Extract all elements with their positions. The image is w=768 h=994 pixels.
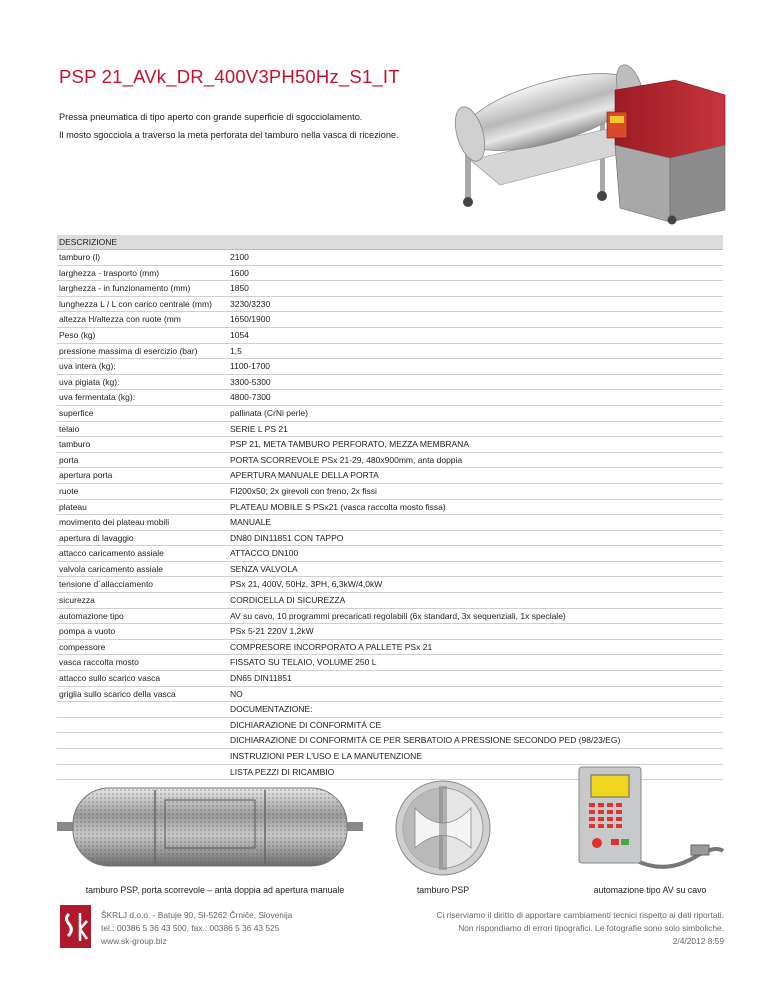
spec-value: SENZA VALVOLA — [230, 563, 298, 574]
spec-label: lunghezza L / L con carico centrale (mm) — [59, 298, 212, 309]
rights-line-1: Ci riserviamo il diritto di apportare cambiamenti tecnici rispetto ai dati riportati. — [436, 910, 724, 920]
spec-value: 1100-1700 — [230, 361, 271, 372]
spec-label: plateau — [59, 501, 87, 512]
spec-label: attacco sullo scarico vasca — [59, 673, 161, 684]
spec-label: larghezza - trasporto (mm) — [59, 267, 160, 278]
caption-section: tamburo PSP — [416, 885, 470, 895]
spec-label: sicurezza — [59, 595, 95, 606]
table-row — [57, 422, 723, 438]
address-line-2: tel.: 00386 5 36 43 500, fax.: 00386 5 36 43 525 — [101, 923, 280, 933]
spec-label: superfice — [59, 407, 94, 418]
spec-label: griglia sullo scarico della vasca — [59, 688, 176, 699]
spec-value: 1850 — [230, 283, 249, 294]
table-row — [57, 344, 723, 360]
spec-value: 2100 — [230, 252, 249, 262]
spec-value: PORTA SCORREVOLE PSx 21-29, 480x900mm, anta doppia — [230, 454, 463, 465]
spec-value: DN80 DIN11851 CON TAPPO — [230, 532, 344, 543]
spec-value: DN65 DIN11851 — [230, 673, 292, 684]
table-row — [57, 687, 723, 703]
spec-label: attacco caricamento assiale — [59, 548, 164, 559]
table-row — [57, 702, 723, 718]
spec-table — [57, 235, 723, 780]
spec-label: movimento dei plateau mobili — [59, 517, 170, 528]
spec-value: DICHIARAZIONE DI CONFORMITÁ CE PER SERBATOIO A PRESSIONE SECONDO PED (98/23/EG) — [230, 735, 621, 746]
table-row — [57, 500, 723, 516]
spec-label: ruote — [59, 485, 79, 496]
table-row — [57, 733, 723, 749]
spec-value: MANUALE — [230, 517, 272, 528]
spec-value: 3300-5300 — [230, 376, 271, 387]
table-row — [57, 297, 723, 313]
footer-rights — [436, 909, 724, 948]
spec-label: uva intera (kg): — [59, 361, 116, 372]
footer-date: 2/4/2012 8:59 — [672, 936, 724, 946]
spec-value: 1600 — [230, 267, 249, 278]
caption-drum: tamburo PSP, porta scorrevole – anta doppia ad apertura manuale — [85, 885, 345, 895]
table-row — [57, 266, 723, 282]
table-row — [57, 484, 723, 500]
spec-label: vasca raccolta mosto — [59, 657, 139, 668]
spec-label: porta — [59, 454, 79, 465]
spec-label: automazione tipo — [59, 610, 124, 621]
drum-image — [55, 780, 365, 875]
table-row — [57, 531, 723, 547]
table-row — [57, 406, 723, 422]
spec-value: DICHIARAZIONE DI CONFORMITÁ CE — [230, 719, 382, 730]
table-row — [57, 515, 723, 531]
table-row — [57, 281, 723, 297]
table-row — [57, 453, 723, 469]
spec-label: compessore — [59, 641, 106, 652]
table-row — [57, 375, 723, 391]
table-row — [57, 468, 723, 484]
spec-label: Peso (kg) — [59, 329, 96, 340]
table-row — [57, 359, 723, 375]
table-row — [57, 749, 723, 765]
spec-value: PSP 21, META TAMBURO PERFORATO, MEZZA MEMBRANA — [230, 439, 469, 450]
document-title: PSP 21_AVk_DR_400V3PH50Hz_S1_IT — [59, 66, 400, 87]
table-row — [57, 577, 723, 593]
table-row — [57, 437, 723, 453]
table-row — [57, 593, 723, 609]
spec-value: NO — [230, 688, 243, 699]
spec-label: apertura di lavaggio — [59, 532, 134, 543]
company-logo — [60, 905, 91, 948]
address-line-1: ŠKRLJ d.o.o. - Batuje 90, SI-5262 Črniče, Slovenija — [101, 910, 293, 920]
spec-value: 1,5 — [230, 345, 242, 356]
table-header-label: DESCRIZIONE — [59, 237, 118, 247]
spec-label: pompa a vuoto — [59, 626, 116, 637]
spec-value: APERTURA MANUALE DELLA PORTA — [230, 470, 379, 481]
spec-value: 3230/3230 — [230, 298, 271, 309]
spec-label: pressione massima di esercizio (bar) — [59, 345, 198, 356]
intro-line-1: Pressa pneumatica di tipo aperto con grande superficie di sgocciolamento. — [59, 112, 363, 122]
table-row — [57, 655, 723, 671]
table-row — [57, 640, 723, 656]
spec-value: 1650/1900 — [230, 314, 271, 325]
spec-label: tamburo — [59, 439, 91, 450]
spec-value: AV su cavo, 10 programmi precaricati regolabili (6x standard, 3x sequenziali, 1x speciale) — [230, 610, 566, 621]
spec-value: SERIE L PS 21 — [230, 423, 288, 434]
table-row — [57, 671, 723, 687]
table-row — [57, 609, 723, 625]
table-header — [57, 235, 723, 250]
spec-label: apertura porta — [59, 470, 113, 481]
spec-value: FI200x50; 2x girevoli con freno, 2x fissi — [230, 485, 377, 496]
spec-value: PLATEAU MOBILE S PSx21 (vasca raccolta mosto fissa) — [230, 501, 446, 512]
spec-value: 4800-7300 — [230, 392, 271, 403]
table-row — [57, 312, 723, 328]
spec-value: PSx 5-21 220V 1,2kW — [230, 626, 314, 637]
spec-value: PSx 21, 400V, 50Hz, 3PH, 6,3kW/4,0kW — [230, 579, 383, 590]
spec-label: uva pigiata (kg): — [59, 376, 120, 387]
control-panel-image — [575, 765, 725, 875]
spec-value: CORDICELLA DI SICUREZZA — [230, 595, 346, 606]
table-row — [57, 718, 723, 734]
spec-value: COMPRESORE INCORPORATO A PALLETE PSx 21 — [230, 641, 433, 652]
spec-value: DOCUMENTAZIONE: — [230, 704, 313, 715]
spec-value: FISSATO SU TELAIO, VOLUME 250 L — [230, 657, 377, 668]
table-row — [57, 390, 723, 406]
spec-label: uva fermentata (kg): — [59, 392, 136, 403]
spec-label: valvola caricamento assiale — [59, 563, 163, 574]
website[interactable]: www.sk-group.biz — [101, 936, 167, 946]
table-row — [57, 328, 723, 344]
table-row — [57, 562, 723, 578]
footer-address — [101, 909, 292, 948]
spec-value: LISTA PEZZI DI RICAMBIO — [230, 766, 335, 777]
spec-label: tensione d´allacciamento — [59, 579, 154, 590]
drum-section-image — [393, 778, 493, 878]
spec-value: pallinata (CrNi perle) — [230, 407, 308, 418]
rights-line-2: Non rispondiamo di errori tipografici. Le fotografie sono solo simboliche. — [458, 923, 724, 933]
spec-label: telaio — [59, 423, 80, 434]
spec-value: 1054 — [230, 329, 249, 340]
table-row — [57, 546, 723, 562]
table-row — [57, 624, 723, 640]
spec-value: INSTRUZIONI PER L'USO E LA MANUTENZIONE — [230, 751, 422, 761]
caption-control: automazione tipo AV su cavo — [593, 885, 707, 895]
spec-label: larghezza - in funzionamento (mm) — [59, 283, 191, 294]
spec-value: ATTACCO DN100 — [230, 548, 299, 559]
intro-line-2: Il mosto sgocciola a traverso la meta perforata del tamburo nella vasca di ricezione. — [59, 130, 399, 140]
spec-label: altezza H/altezza con ruote (mm — [59, 314, 181, 325]
press-machine-image — [440, 50, 730, 225]
spec-label: tamburo (l) — [59, 252, 101, 262]
table-row — [57, 250, 723, 266]
